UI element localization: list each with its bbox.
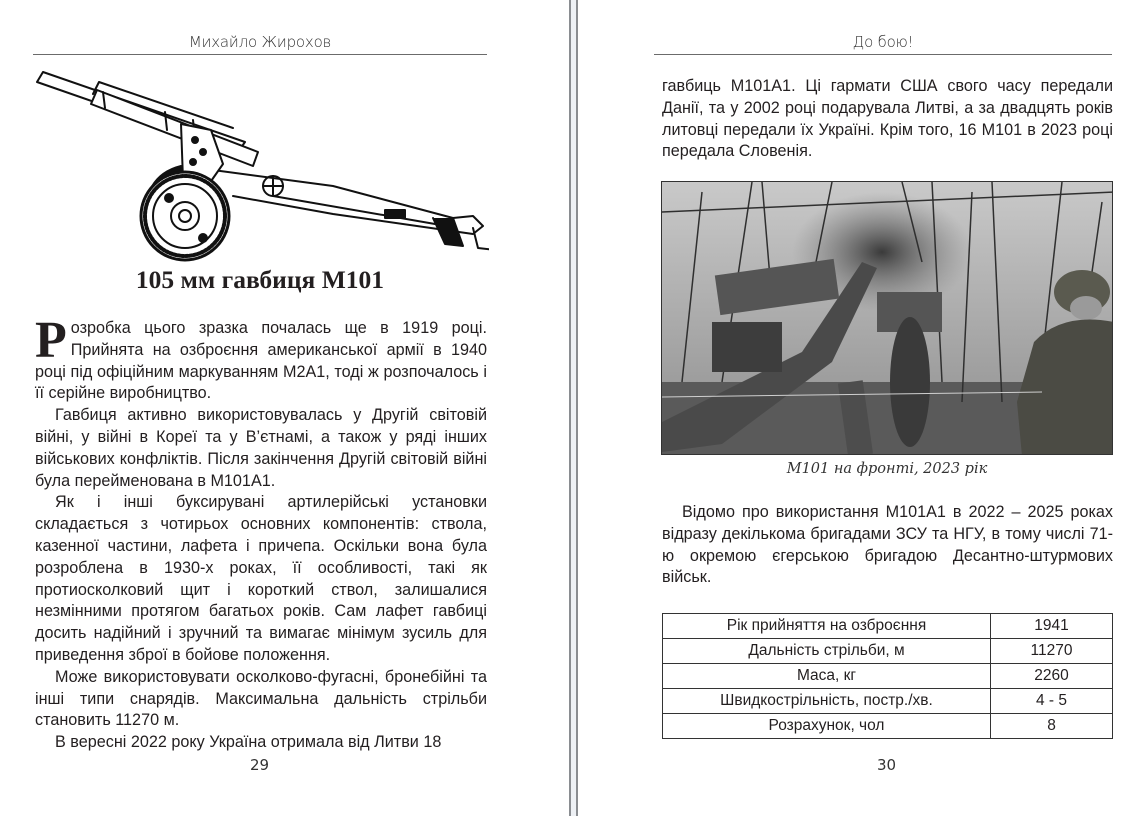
table-row	[663, 689, 1113, 714]
drop-cap: Р	[35, 312, 67, 369]
paragraph-text: озробка цього зразка почалась ще в 1919 році. Прийнята на озброєння американської армії в 1940 році під офіційним маркуванням М2А1, тоді ж розпочалось і її серійне виробництво.	[35, 319, 487, 403]
paragraph: Як і інші буксирувані артилерійські установки складається з чотирьох основних компонентів: ствола, казенної частини, лафета і причепа. Оскільки вона була розроблена в 1930-х роках, її особливості, такі як протиосколковий щит і короткий ствол, залишалися незмінними протягом багатьох років. Сам лафет гавбиці досить надійний і зручний та вимагає мінімум зусиль для приведення зброї в бойове положення.	[35, 493, 487, 664]
spec-label: Швидкострільність, постр./хв.	[663, 689, 991, 714]
spec-label: Маса, кг	[663, 664, 991, 689]
spec-label: Розрахунок, чол	[663, 714, 991, 739]
paragraph: гавбиць М101А1. Ці гармати США свого часу передали Данії, та у 2002 році подарувала Литві, а за двадцять років литовці передали їх Україні. Крім того, 16 М101 в 2023 році передала Словенія.	[662, 77, 1113, 161]
photo-caption: М101 на фронті, 2023 рік	[786, 461, 988, 477]
paragraph: Може використовувати осколково-фугасні, бронебійні та інші типи снарядів. Максимальна дальність стрільби становить 11270 м.	[35, 667, 487, 730]
paragraph-intro	[35, 312, 487, 405]
spec-value: 8	[991, 714, 1113, 739]
paragraph: Гавбиця активно використовувалась у Другій світовій війні, у війні в Кореї та у В’єтнамі, а також у ряді інших військових конфліктів. Після закінчення Другій світовій війні була перейменована в М101А1.	[35, 406, 487, 490]
header-rule	[654, 54, 1112, 55]
right-body-text-bottom	[662, 502, 1113, 589]
spec-label: Рік прийняття на озброєння	[663, 614, 991, 639]
paragraph: В вересні 2022 року Україна отримала від Литви 18	[55, 733, 442, 752]
table-row	[663, 614, 1113, 639]
front-photo	[661, 181, 1113, 455]
running-head-author: Михайло Жирохов	[188, 33, 332, 51]
page-number: 29	[250, 756, 270, 774]
table-row	[663, 639, 1113, 664]
spec-value: 11270	[991, 639, 1113, 664]
howitzer-drawing-icon	[33, 68, 489, 264]
spec-value: 2260	[991, 664, 1113, 689]
table-row	[663, 714, 1113, 739]
specifications-table	[662, 613, 1113, 739]
article-title: 105 мм гавбиця М101	[135, 265, 385, 294]
paragraph: Відомо про використання М101А1 в 2022 – 2025 роках відразу декількома бригадами ЗСУ та НГУ, в тому числі 71-ю окремою єгерською бригадою Десантно-штурмових військ.	[662, 503, 1113, 587]
book-spine-gutter	[569, 0, 578, 816]
table-row	[663, 664, 1113, 689]
photo-icon	[662, 182, 1113, 455]
header-rule	[33, 54, 487, 55]
page-number: 30	[877, 756, 897, 774]
left-body-text	[35, 312, 487, 754]
spec-value: 4 - 5	[991, 689, 1113, 714]
running-head-title: До бою!	[852, 33, 914, 51]
howitzer-illustration	[33, 68, 489, 264]
spec-label: Дальність стрільби, м	[663, 639, 991, 664]
right-body-text-top	[662, 76, 1113, 163]
spec-value: 1941	[991, 614, 1113, 639]
